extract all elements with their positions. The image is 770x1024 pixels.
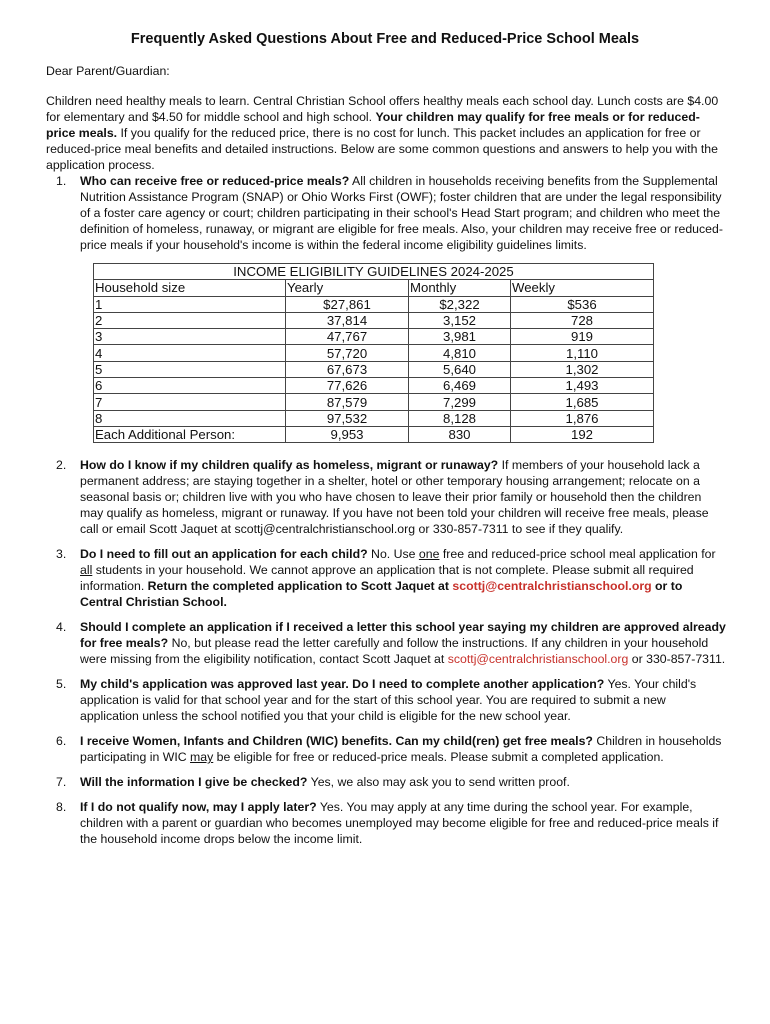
yearly-cell: 9,953 [286,426,409,442]
yearly-cell: $27,861 [286,296,409,312]
household-size-cell: 5 [94,361,286,377]
table-header-row [94,280,654,296]
monthly-cell: 3,981 [409,329,511,345]
underlined-one: one [418,547,440,562]
monthly-cell: 5,640 [409,361,511,377]
faq-answer: Yes. Your child's application is valid for that school year and for the start of this school year. You are required to submit a new application unless the school notified you that your child is eligible for the new school year. [80,677,697,724]
yearly-cell: 77,626 [286,378,409,394]
faq-bold-2: or to Central Christian School. [80,579,683,610]
faq-number: 8. [56,800,67,815]
table-row [94,345,654,361]
faq-question: Should I complete an application if I received a letter this school year saying my children are approved already for free meals? [80,620,726,651]
faq-number: 3. [56,547,67,562]
weekly-cell: 919 [511,329,654,345]
faq-number: 4. [56,620,67,635]
household-size-cell: Each Additional Person: [94,426,286,442]
household-size-cell: 6 [94,378,286,394]
header-weekly: Weekly [511,280,654,296]
weekly-cell: 1,876 [511,410,654,426]
header-household-size: Household size [94,280,286,296]
yearly-cell: 57,720 [286,345,409,361]
email-link[interactable]: scottj@centralchristianschool.org [447,652,629,667]
intro-bold: Your children may qualify for free meals or for reduced-price meals. [46,110,700,140]
monthly-cell: 830 [409,426,511,442]
yearly-cell: 87,579 [286,394,409,410]
table-caption: INCOME ELIGIBILITY GUIDELINES 2024-2025 [94,264,654,280]
faq-4 [56,619,726,667]
yearly-cell: 37,814 [286,312,409,328]
income-eligibility-table [93,263,654,443]
weekly-cell: 192 [511,426,654,442]
greeting: Dear Parent/Guardian: [46,64,170,78]
faq-number: 5. [56,677,67,692]
header-monthly: Monthly [409,280,511,296]
faq-answer-3: students in your household. We cannot approve an application that is not complete. Please submit all required information. [80,563,694,594]
household-size-cell: 2 [94,312,286,328]
weekly-cell: 1,685 [511,394,654,410]
yearly-cell: 67,673 [286,361,409,377]
faq-answer: Yes. You may apply at any time during the school year. For example, children with a parent or guardian who becomes unemployed may become eligible for free and reduced-price meals if the household income drops below the income limit. [80,800,719,847]
faq-question: Who can receive free or reduced-price meals? [80,174,350,188]
faq-answer: If members of your household lack a permanent address; are staying together in a shelter, hotel or other temporary housing arrangement; relocate on a seasonal basis or; children live with you who have chosen to leave their prior family or household then the children may qualify as homeless, migrant or runaway. If you have not been told your children will receive free meals, please call or email Scott Jaquet at scottj@centralchristianschool.org or 330-857-7311 to see if they qualify. [80,458,709,537]
header-yearly: Yearly [286,280,409,296]
household-size-cell: 8 [94,410,286,426]
faq-answer-2: free and reduced-price school meal application for [439,547,716,562]
faq-question: How do I know if my children qualify as homeless, migrant or runaway? [80,458,499,473]
table-row [94,329,654,345]
yearly-cell: 97,532 [286,410,409,426]
faq-number: 2. [56,458,67,473]
monthly-cell: 8,128 [409,410,511,426]
weekly-cell: 1,493 [511,378,654,394]
faq-question: Do I need to fill out an application for each child? [80,547,368,562]
page-title: Frequently Asked Questions About Free and Reduced-Price School Meals [130,31,640,47]
faq-question: If I do not qualify now, may I apply later? [80,800,317,815]
monthly-cell: 7,299 [409,394,511,410]
faq-number: 6. [56,734,67,749]
table-row [94,361,654,377]
weekly-cell: $536 [511,296,654,312]
underlined-all: all [80,563,93,578]
table-row [94,378,654,394]
household-size-cell: 7 [94,394,286,410]
faq-5 [56,676,726,724]
faq-number: 7. [56,775,67,790]
monthly-cell: 4,810 [409,345,511,361]
faq-answer: Yes, we also may ask you to send written proof. [307,775,570,790]
faq-question: My child's application was approved last year. Do I need to complete another application? [80,677,605,692]
faq-7 [56,774,726,790]
faq-2 [56,457,726,537]
weekly-cell: 1,110 [511,345,654,361]
table-row [94,312,654,328]
faq-1 [56,173,726,253]
household-size-cell: 4 [94,345,286,361]
faq-answer: All children in households receiving benefits from the Supplemental Nutrition Assistance Program (SNAP) or Ohio Works First (OWF); foster children that are under the legal responsibility of a foster care agency or court; children participating in their school's Head Start program; and children who meet the definition of homeless, runaway, or migrant are eligible for free meals. Also, your children may receive free or reduced-price meals if your household's income is within the federal income eligibility guidelines limits. [80,174,723,252]
faq-answer: No. Use [367,547,419,562]
household-size-cell: 3 [94,329,286,345]
faq-8 [56,799,726,847]
faq-question: Will the information I give be checked? [80,775,308,790]
weekly-cell: 728 [511,312,654,328]
yearly-cell: 47,767 [286,329,409,345]
monthly-cell: 6,469 [409,378,511,394]
household-size-cell: 1 [94,296,286,312]
underlined-may: may [190,750,214,765]
table-row [94,296,654,312]
email-link[interactable]: scottj@centralchristianschool.org [452,579,652,594]
table-row [94,410,654,426]
monthly-cell: $2,322 [409,296,511,312]
monthly-cell: 3,152 [409,312,511,328]
faq-question: I receive Women, Infants and Children (WIC) benefits. Can my child(ren) get free meals? [80,734,593,749]
faq-6 [56,733,726,765]
faq-3 [56,546,726,610]
faq-answer-2: or 330-857-7311. [628,652,726,667]
faq-answer-2: be eligible for free or reduced-price meals. Please submit a completed application. [213,750,664,765]
faq-answer: No, but please read the letter carefully and follow the instructions. If any children in your household were missing from the eligibility notification, contact Scott Jaquet at [80,636,709,667]
faq-number: 1. [56,174,67,188]
intro-text-2: If you qualify for the reduced price, there is no cost for lunch. This packet includes an application for free or reduced-price meal benefits and detailed instructions. Below are some common questions and answers to help you with the application process. [46,126,718,172]
weekly-cell: 1,302 [511,361,654,377]
intro-paragraph [46,93,726,173]
table-row [94,426,654,442]
table-row [94,394,654,410]
faq-answer: Children in households participating in WIC [80,734,722,765]
intro-text: Children need healthy meals to learn. Central Christian School offers healthy meals each school day. Lunch costs are $4.00 for elementary and $4.50 for middle school and high school. [46,94,719,124]
faq-bold: Return the completed application to Scott Jaquet at [147,579,453,594]
